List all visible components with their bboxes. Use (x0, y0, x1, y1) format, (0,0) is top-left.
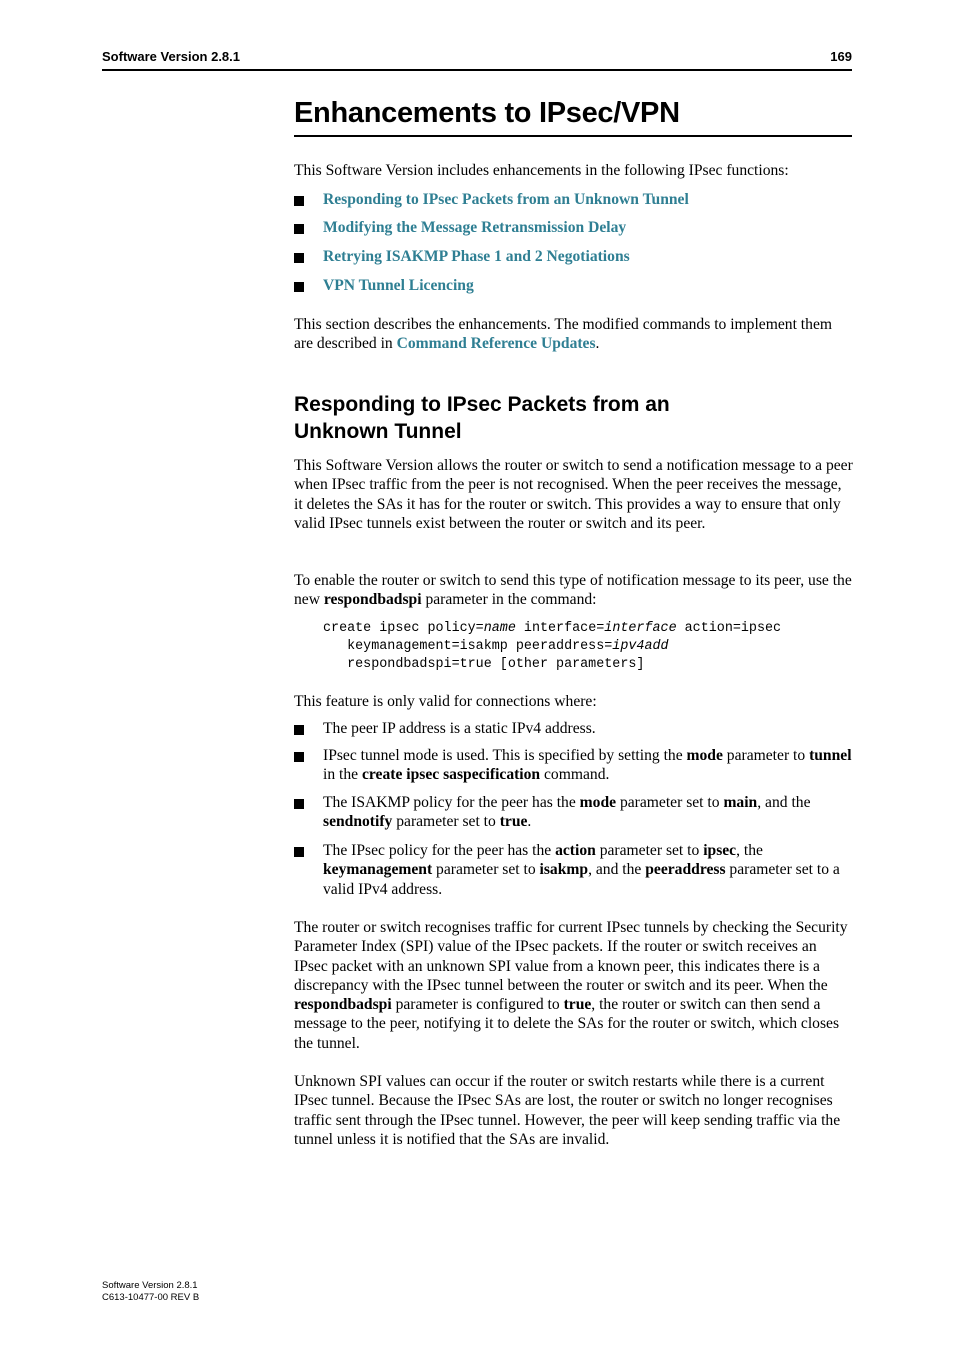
condition-text: IPsec tunnel mode is used. This is specified by setting the (323, 747, 687, 764)
param-name: mode (686, 747, 723, 764)
param-name: sendnotify (323, 813, 393, 831)
param-value: ipsec (703, 842, 737, 859)
section-description-end: . (595, 335, 600, 353)
code-text: keymanagement=isakmp peeraddress= (323, 639, 613, 654)
section-description (294, 315, 854, 354)
bullet-square-icon (294, 725, 304, 735)
code-text: action=ipsec (676, 621, 782, 636)
condition-text: parameter set to (432, 861, 540, 879)
condition-text: parameter to (722, 747, 810, 764)
paragraph-2-text: To enable the router or switch to send this type of notification message to its peer, use the new (294, 572, 852, 609)
param-value: isakmp (539, 861, 589, 879)
paragraph-2-end: parameter in the command: (421, 591, 597, 609)
condition-text: in the (323, 766, 362, 784)
paragraph-4: Unknown SPI values can occur if the router or switch restarts while there is a current IPsec tunnel. Because the IPsec SAs are lost, the router or switch no longer recognises traffic sent through the IPsec tunnel. However, the peer will keep sending traffic via the tunnel unless it is notified that the SAs are invalid. (294, 1073, 841, 1148)
condition-text: , the (736, 842, 763, 859)
footer-doc-code: C613-10477-00 REV B (102, 1292, 200, 1303)
section-heading-line2: Unknown Tunnel (294, 420, 462, 443)
condition-tunnel-mode (323, 746, 853, 785)
param-value: main (723, 794, 758, 811)
param-respondbadspi: respondbadspi (323, 591, 422, 609)
page-title: Enhancements to IPsec/VPN (294, 95, 852, 137)
condition-ipsec-policy (323, 841, 853, 899)
param-name: peeraddress (645, 861, 726, 879)
command-example (323, 620, 863, 674)
param-name: action (555, 842, 596, 859)
condition-text: parameter set to (616, 794, 724, 811)
code-text: create ipsec policy= (323, 621, 484, 636)
param-name: keymanagement (323, 861, 433, 879)
paragraph-3-text: , the router or switch can then send a message to the peer, notifying it to delete the SAs for the router or switch, which closes the tunnel. (294, 996, 840, 1052)
page-header (102, 48, 852, 71)
param-name: mode (579, 794, 617, 811)
condition-isakmp-policy (323, 793, 853, 832)
condition-text: parameter set to (392, 813, 500, 831)
paragraph-3 (294, 918, 854, 1053)
paragraph-3-text: parameter is configured to (391, 996, 564, 1014)
code-variable: ipv4add (612, 639, 669, 654)
link-retrying-isakmp[interactable]: Retrying ISAKMP Phase 1 and 2 Negotiations (323, 248, 630, 265)
param-value: tunnel (809, 747, 852, 764)
link-unknown-tunnel[interactable]: Responding to IPsec Packets from an Unknown Tunnel (323, 191, 689, 208)
condition-text: command. (540, 766, 610, 784)
paragraph-3-text: The router or switch recognises traffic for current IPsec tunnels by checking the Security Parameter Index (SPI) value of the IPsec packets. If the router or switch receives an IPsec packet with an unknown SPI value from a known peer, this indicates there is a discrepancy with the IPsec tunnel between the router or switch and its peer. When the (294, 919, 848, 994)
paragraph-1: This Software Version allows the router or switch to send a notification message to a peer when IPsec traffic from the peer is not recognised. When the peer receives the message, it deletes the SAs it has for the router or switch. This provides a way to ensure that only valid IPsec tunnels exist between the router or switch and its peer. (294, 457, 853, 532)
param-name: respondbadspi (294, 996, 392, 1014)
header-version: Software Version 2.8.1 (102, 49, 241, 64)
command-name: create ipsec saspecification (361, 766, 541, 784)
valid-intro: This feature is only valid for connections where: (294, 693, 597, 710)
code-text: interface= (515, 621, 605, 636)
bullet-square-icon (294, 799, 304, 809)
bullet-square-icon (294, 282, 304, 292)
condition-text: parameter set to a valid IPv4 address. (323, 861, 840, 898)
paragraph-2 (294, 571, 854, 610)
param-value: true (563, 996, 592, 1014)
link-vpn-licencing[interactable]: VPN Tunnel Licencing (323, 277, 474, 294)
page-footer (102, 1280, 199, 1304)
condition-text: . (527, 813, 532, 831)
bullet-square-icon (294, 752, 304, 762)
bullet-square-icon (294, 196, 304, 206)
condition-text: parameter set to (595, 842, 704, 859)
bullet-square-icon (294, 847, 304, 857)
condition-text: , and the (588, 861, 646, 879)
condition-text: , and the (757, 794, 811, 811)
section-description-text: This section describes the enhancements. The modified commands to implement them are described in (294, 316, 832, 353)
condition-static-ip: The peer IP address is a static IPv4 address. (323, 720, 596, 737)
condition-text: The ISAKMP policy for the peer has the (323, 794, 580, 811)
footer-version: Software Version 2.8.1 (102, 1280, 198, 1291)
section-heading-line1: Responding to IPsec Packets from an (294, 393, 670, 416)
link-retransmission-delay[interactable]: Modifying the Message Retransmission Delay (323, 219, 627, 236)
param-value: true (499, 813, 528, 831)
bullet-square-icon (294, 224, 304, 234)
page-number: 169 (830, 49, 852, 64)
code-text: respondbadspi=true [other parameters] (323, 657, 645, 672)
section-heading (294, 391, 794, 445)
intro-text: This Software Version includes enhancements in the following IPsec functions: (294, 162, 789, 179)
code-variable: interface (604, 621, 677, 636)
code-variable: name (483, 621, 516, 636)
condition-text: The IPsec policy for the peer has the (323, 842, 556, 859)
bullet-square-icon (294, 253, 304, 263)
link-command-reference-updates[interactable]: Command Reference Updates (396, 335, 596, 353)
